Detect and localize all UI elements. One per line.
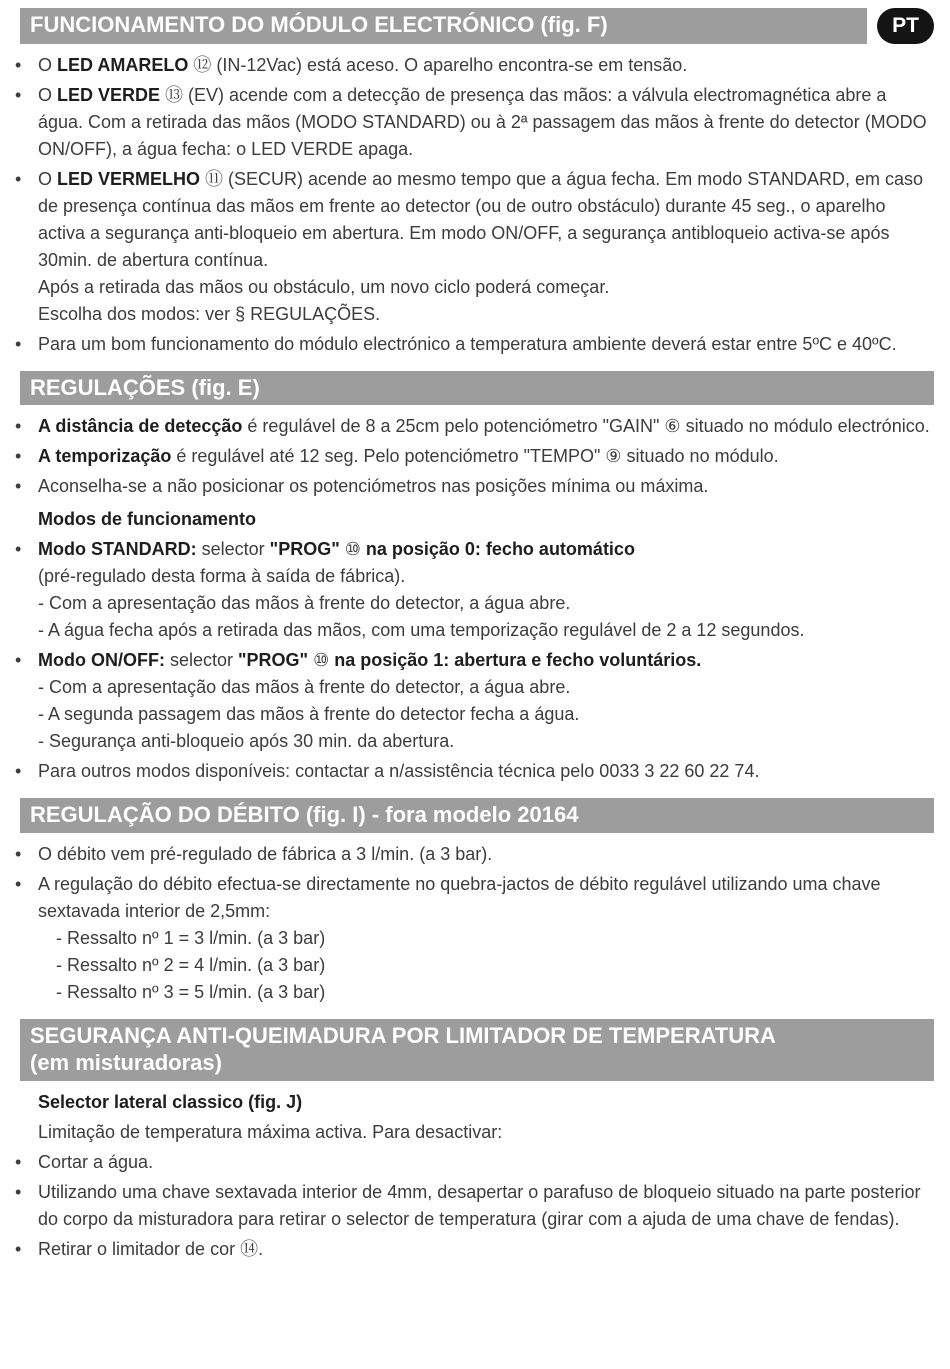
text-run-bold: LED AMARELO [57, 54, 189, 75]
bullet-temporizacao [12, 443, 934, 470]
bullet-marker: • [15, 416, 22, 436]
bullet-marker: • [15, 1151, 22, 1172]
text-run-bold: "PROG" [269, 539, 340, 559]
text-run: selector [164, 650, 238, 670]
paragraph: Escolha dos modos: ver § REGULAÇÕES. [38, 303, 381, 324]
paragraph: - A água fecha após a retirada das mãos, com uma temporização regulável de 2 a 12 segundos. [38, 620, 805, 640]
bullet-outros-modos [12, 758, 934, 785]
text-run-bold: "PROG" [238, 650, 309, 670]
paragraph: - Segurança anti-bloqueio após 30 min. da abertura. [38, 731, 455, 751]
text-run-bold: Modo STANDARD: [38, 539, 197, 559]
bullet-marker: • [15, 446, 22, 466]
paragraph [38, 536, 934, 563]
bullet-marker: • [15, 873, 22, 894]
subheading-modos-funcionamento: Modos de funcionamento [38, 509, 256, 529]
bullet-marker: • [15, 476, 22, 496]
section-funcionamento [12, 44, 934, 358]
bullet-marker: • [15, 168, 22, 189]
text-run-bold: na posição 0: fecho automático [365, 539, 635, 559]
section-regulacao-debito [12, 833, 934, 1006]
paragraph [38, 443, 934, 470]
paragraph [38, 166, 934, 274]
bullet-marker: • [15, 333, 22, 354]
paragraph: - Com a apresentação das mãos à frente do detector, a água abre. [38, 593, 571, 613]
text-run: O [38, 54, 58, 75]
bullet-marker: • [15, 843, 22, 864]
paragraph-ressalto-3: - Ressalto nº 3 = 5 l/min. (a 3 bar) [56, 981, 326, 1002]
text-run-bold: A distância de detecção [38, 416, 243, 436]
text-run: é regulável de 8 a 25cm pelo potenciómetro "GAIN" ⑥ situado no módulo electrónico. [242, 416, 930, 436]
text-run-bold: A temporização [38, 446, 172, 466]
paragraph: (pré-regulado desta forma à saída de fábrica). [38, 566, 406, 586]
bullet-led-amarelo [12, 52, 934, 79]
section-3-title: REGULAÇÃO DO DÉBITO (fig. I) - fora modelo 20164 [20, 798, 934, 833]
paragraph [38, 647, 934, 674]
paragraph [38, 82, 934, 163]
text-run: O [38, 84, 58, 105]
text-run: ⑪ (SECUR) acende ao mesmo tempo que a água fecha. Em modo STANDARD, em caso de presença contínua das mãos em frente ao detector (ou de outro obstáculo) durante 45 seg., o aparelho activa a segurança anti-bloqueio em abertura. Em modo ON/OFF, a segurança antibloqueio activa-se após 30min. de abertura contínua. [38, 168, 924, 270]
paragraph: - A segunda passagem das mãos à frente do detector fecha a água. [38, 704, 580, 724]
section-seguranca-antiqueimadura [12, 1081, 934, 1263]
bullet-marker: • [15, 84, 22, 105]
text-run: ⑩ [308, 650, 335, 670]
bullet-marker: • [15, 761, 22, 781]
bullet-potenciometros [12, 473, 934, 500]
text-run-bold: LED VERDE [57, 84, 161, 105]
bullet-chave-sextavada [12, 1179, 934, 1233]
bullet-debito-pre-regulado [12, 841, 934, 868]
bullet-led-verde [12, 82, 934, 163]
bullet-distancia-deteccao [12, 413, 934, 440]
bullet-regulacao-debito [12, 871, 934, 1006]
section-1-title: FUNCIONAMENTO DO MÓDULO ELECTRÓNICO (fig. F) [20, 8, 867, 44]
text-run-bold: LED VERMELHO [57, 168, 201, 189]
section-regulacoes [12, 405, 934, 785]
bullet-marker: • [15, 1238, 22, 1259]
bullet-modo-onoff [12, 647, 934, 755]
bullet-temperatura-ambiente [12, 331, 934, 358]
bullet-retirar-limitador [12, 1236, 934, 1263]
bullet-modo-standard [12, 536, 934, 644]
paragraph: Utilizando uma chave sextavada interior de 4mm, desapertar o parafuso de bloqueio situado na parte posterior do corpo da misturadora para retirar o selector de temperatura (girar com a ajuda de uma chave de fendas). [38, 1181, 921, 1229]
paragraph [38, 52, 934, 79]
paragraph: Para outros modos disponíveis: contactar a n/assistência técnica pelo 0033 3 22 60 22 74. [38, 761, 760, 781]
paragraph: Aconselha-se a não posicionar os potenciómetros nas posições mínima ou máxima. [38, 476, 709, 496]
paragraph [38, 413, 934, 440]
section-4-title-line-2: (em misturadoras) [30, 1050, 222, 1075]
paragraph: - Com a apresentação das mãos à frente do detector, a água abre. [38, 677, 571, 697]
text-run-bold: Modo ON/OFF: [38, 650, 165, 670]
subheading-selector-lateral: Selector lateral classico (fig. J) [38, 1091, 303, 1112]
paragraph: O débito vem pré-regulado de fábrica a 3 l/min. (a 3 bar). [38, 843, 493, 864]
bullet-cortar-agua [12, 1149, 934, 1176]
paragraph: Para um bom funcionamento do módulo electrónico a temperatura ambiente deverá estar entre 5ºC e 40ºC. [38, 333, 897, 354]
paragraph-ressalto-2: - Ressalto nº 2 = 4 l/min. (a 3 bar) [56, 954, 326, 975]
section-1-header-row [12, 8, 934, 44]
text-run: é regulável até 12 seg. Pelo potenciómetro "TEMPO" ⑨ situado no módulo. [171, 446, 779, 466]
paragraph: Retirar o limitador de cor ⑭. [38, 1238, 264, 1259]
text-run-bold: na posição 1: abertura e fecho voluntários. [334, 650, 702, 670]
paragraph: Após a retirada das mãos ou obstáculo, um novo ciclo poderá começar. [38, 276, 610, 297]
paragraph: Cortar a água. [38, 1151, 154, 1172]
bullet-marker: • [15, 54, 22, 75]
section-4-title-line-1: SEGURANÇA ANTI-QUEIMADURA POR LIMITADOR DE TEMPERATURA [30, 1022, 776, 1048]
bullet-marker: • [15, 1181, 22, 1202]
bullet-marker: • [15, 539, 22, 559]
text-run: selector [196, 539, 270, 559]
text-run: O [38, 168, 58, 189]
section-4-title [20, 1019, 934, 1081]
section-2-title: REGULAÇÕES (fig. E) [20, 371, 934, 406]
paragraph: A regulação do débito efectua-se directamente no quebra-jactos de débito regulável utilizando uma chave sextavada interior de 2,5mm: [38, 873, 881, 921]
text-run: ⑩ [339, 539, 366, 559]
text-run: ⑫ (IN-12Vac) está aceso. O aparelho encontra-se em tensão. [188, 54, 688, 75]
bullet-marker: • [15, 650, 22, 670]
paragraph-ressalto-1: - Ressalto nº 1 = 3 l/min. (a 3 bar) [56, 927, 326, 948]
text-run: ⑬ (EV) acende com a detecção de presença das mãos: a válvula electromagnética abre a água. Com a retirada das mãos (MODO STANDARD) ou à 2ª passagem das mãos à frente do detector (MODO ON/OFF), a água fecha: o LED VERDE apaga. [38, 84, 927, 159]
paragraph-limitacao: Limitação de temperatura máxima activa. Para desactivar: [38, 1121, 503, 1142]
language-badge: PT [877, 8, 934, 44]
bullet-led-vermelho [12, 166, 934, 328]
